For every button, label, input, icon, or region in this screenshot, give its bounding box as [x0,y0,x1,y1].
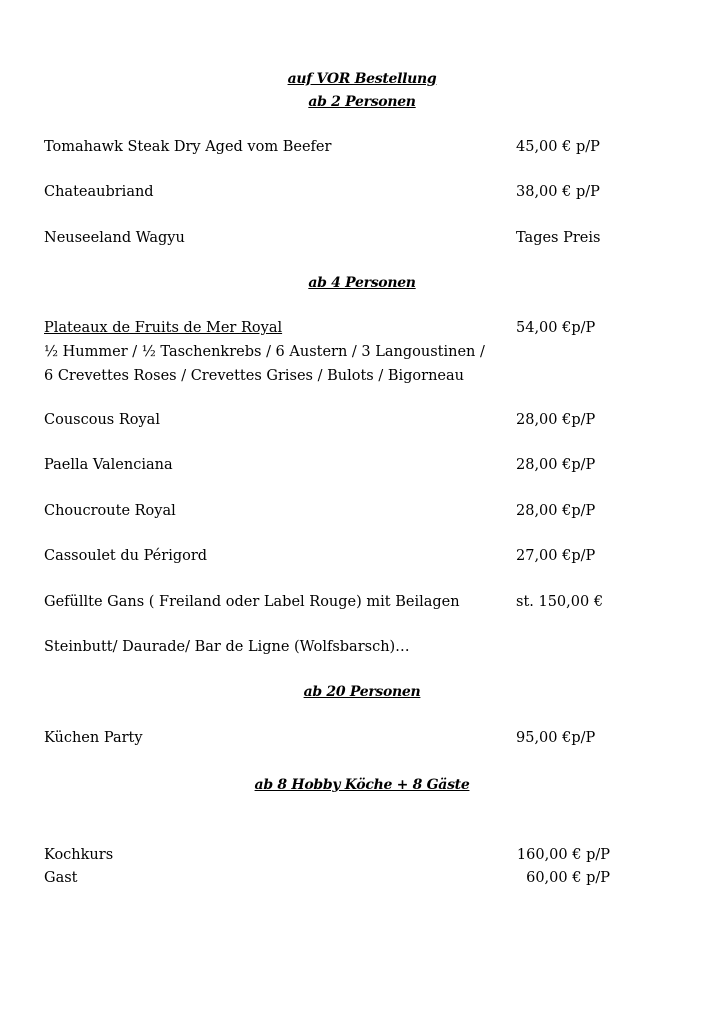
item-steinbutt-name: Steinbutt/ Daurade/ Bar de Ligne (Wolfsbarsch)… [44,639,410,655]
item-chateaubriand-price: 38,00 € p/P [516,184,600,200]
item-gans-name: Gefüllte Gans ( Freiland oder Label Rouge) mit Beilagen [44,594,460,610]
item-choucroute-name: Choucroute Royal [44,503,176,519]
item-kochkurs-price: 160,00 € p/P [516,847,610,863]
heading-kochkurs: ab 8 Hobby Köche + 8 Gäste [254,777,470,793]
item-cassoulet-price: 27,00 €p/P [516,548,596,564]
item-couscous-price: 28,00 €p/P [516,412,596,428]
item-gast-price: 60,00 € p/P [526,870,610,886]
item-paella-price: 28,00 €p/P [516,457,596,473]
heading-ab-2-personen: ab 2 Personen [308,94,416,110]
heading-vor-bestellung: auf VOR Bestellung [287,71,437,87]
item-cassoulet-name: Cassoulet du Périgord [44,548,208,564]
item-plateaux-price: 54,00 €p/P [516,320,596,336]
item-chateaubriand-name: Chateaubriand [44,184,154,200]
item-plateaux-desc-line-2: 6 Crevettes Roses / Crevettes Grises / Bulots / Bigorneau [44,368,464,384]
heading-ab-4-personen: ab 4 Personen [308,275,416,291]
item-paella-name: Paella Valenciana [44,457,173,473]
item-kuechen-party-price: 95,00 €p/P [516,730,596,746]
item-kochkurs-name: Kochkurs [44,847,114,863]
item-gans-price: st. 150,00 € [516,594,604,610]
item-couscous-name: Couscous Royal [44,412,160,428]
item-tomahawk-name: Tomahawk Steak Dry Aged vom Beefer [44,139,332,155]
item-tomahawk-price: 45,00 € p/P [516,139,600,155]
heading-ab-20-personen: ab 20 Personen [303,684,421,700]
item-choucroute-price: 28,00 €p/P [516,503,596,519]
item-wagyu-name: Neuseeland Wagyu [44,230,185,246]
item-wagyu-price: Tages Preis [516,230,601,246]
item-plateaux-name: Plateaux de Fruits de Mer Royal [44,320,283,336]
item-gast-name: Gast [44,870,78,886]
item-plateaux-desc-line-1: ½ Hummer / ½ Taschenkrebs / 6 Austern / 3 Langoustinen / [44,344,485,360]
item-kuechen-party-name: Küchen Party [44,730,143,746]
